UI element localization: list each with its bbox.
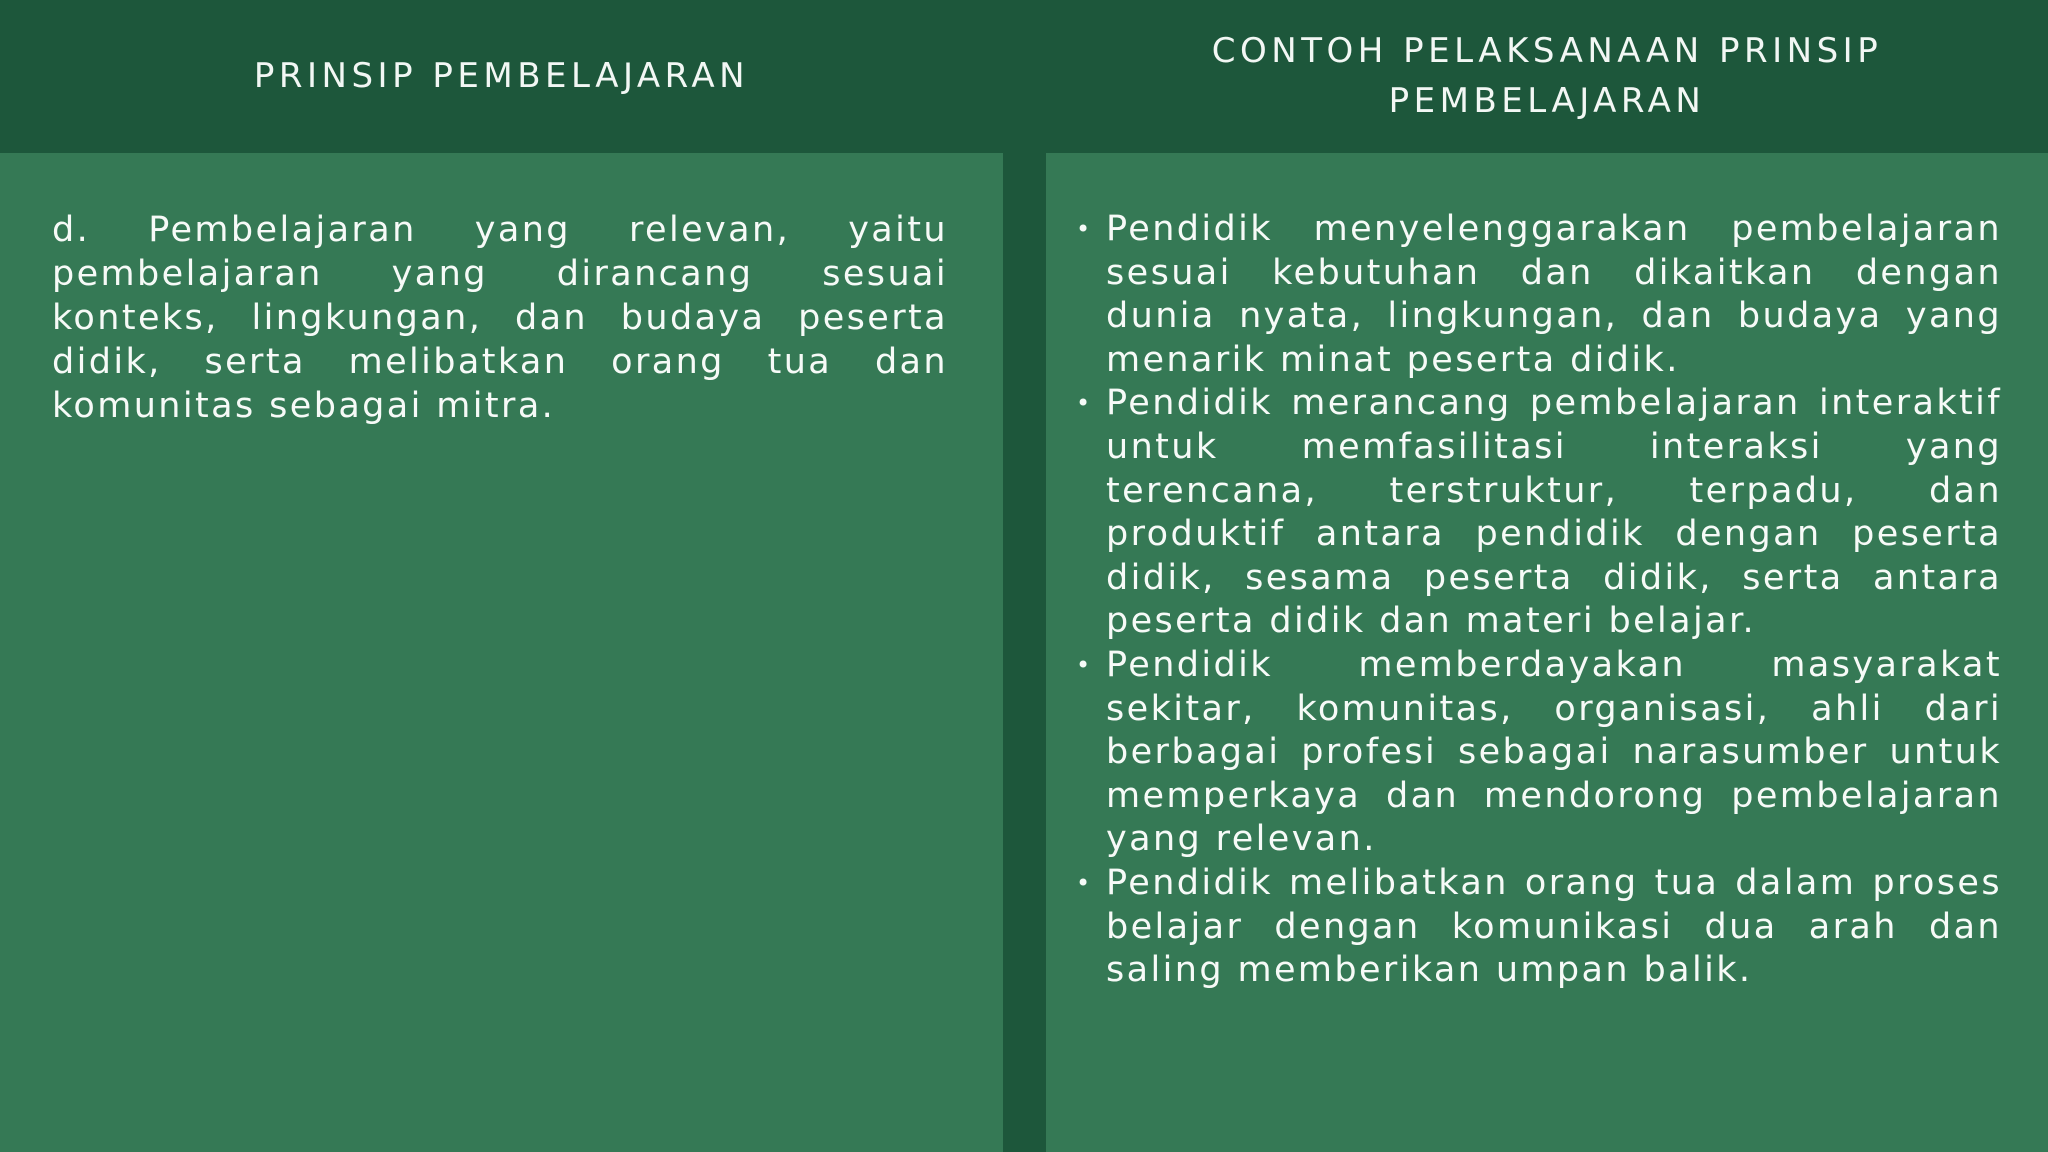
bullet-icon: • <box>1076 868 1093 897</box>
example-text: Pendidik melibatkan orang tua dalam proses belajar dengan komunikasi dua arah dan saling memberikan umpan balik. <box>1106 862 2002 991</box>
header-example <box>1046 0 2048 152</box>
example-list <box>1076 208 2002 993</box>
header-principle <box>0 0 1003 152</box>
principle-text: d. Pembelajaran yang relevan, yaitu pembelajaran yang dirancang sesuai konteks, lingkungan, dan budaya peserta didik, serta melibatkan orang tua dan komunitas sebagai mitra. <box>52 210 948 426</box>
example-panel <box>1046 153 2048 1152</box>
bullet-icon: • <box>1076 650 1093 679</box>
example-text: Pendidik merancang pembelajaran interaktif untuk memfasilitasi interaksi yang terencana, terstruktur, terpadu, dan produktif antara pendidik dengan peserta didik, sesama peserta didik, serta antara peserta didik dan materi belajar. <box>1106 383 2002 642</box>
bullet-icon: • <box>1076 215 1093 243</box>
principle-panel <box>0 153 1003 1152</box>
example-item <box>1076 208 2002 382</box>
header-principle-title: PRINSIP PEMBELAJARAN <box>253 56 750 96</box>
example-text: Pendidik memberdayakan masyarakat sekitar, komunitas, organisasi, ahli dari berbagai profesi sebagai narasumber untuk memperkaya dan mendorong pembelajaran yang relevan. <box>1106 644 2002 860</box>
bullet-icon: • <box>1076 389 1093 418</box>
example-text: Pendidik menyelenggarakan pembelajaran sesuai kebutuhan dan dikaitkan dengan dunia nyata, lingkungan, dan budaya yang menarik minat peserta didik. <box>1106 209 2002 380</box>
example-item <box>1076 644 2002 862</box>
example-item <box>1076 862 2002 993</box>
example-item <box>1076 382 2002 644</box>
header-example-title: CONTOH PELAKSANAAN PRINSIP PEMBELAJARAN <box>1211 31 1883 121</box>
